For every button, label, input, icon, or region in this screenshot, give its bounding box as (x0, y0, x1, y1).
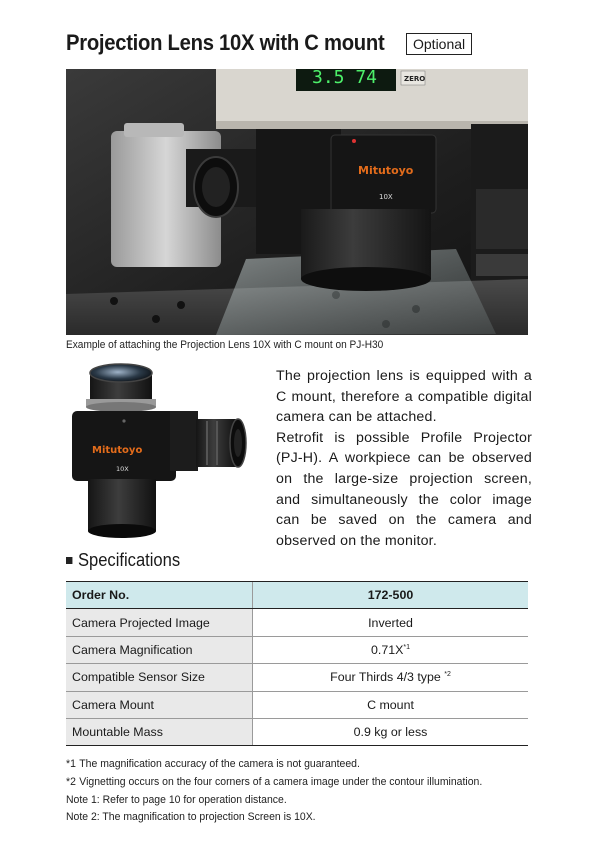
specifications-table (66, 581, 528, 746)
row-label: Camera Magnification (66, 636, 253, 663)
table-row (66, 609, 528, 636)
header-value-cell: 172-500 (253, 582, 529, 609)
table-row (66, 664, 528, 691)
title-row (66, 30, 566, 64)
bullet-square-icon (66, 557, 72, 564)
specifications-heading-text: Specifications (77, 550, 181, 570)
lens-photo (66, 361, 264, 539)
brand-logo: Mitutoyo (358, 164, 414, 177)
row-value: Four Thirds 4/3 type $^{*2}$ (253, 664, 529, 691)
footnote-1: *1 The magnification accuracy of the camera is not guaranteed. (66, 758, 360, 770)
header-label-cell: Order No. (66, 582, 253, 609)
table-row (66, 636, 528, 663)
footnote-marker: *1 (403, 643, 410, 651)
lens-illustration (66, 361, 264, 539)
counter-display: 3.5 74 (312, 69, 378, 88)
main-photo (66, 69, 528, 335)
description-paragraph-1: The projection lens is equipped with a C mount, therefore a compatible digital camera can be attached. (276, 368, 532, 426)
row-label: Camera Projected Image (66, 609, 253, 636)
row-label: Mountable Mass (66, 718, 253, 745)
note-1: Note 1: Refer to page 10 for operation distance. (66, 793, 287, 806)
row-value: C mount (253, 691, 529, 718)
specifications-heading (66, 550, 180, 571)
product-description (276, 366, 532, 551)
lens-magnification-label: 10X (116, 465, 129, 473)
row-value: Inverted (253, 609, 529, 636)
note-2: Note 2: The magnification to projection Screen is 10X. (66, 811, 316, 824)
lens-brand-logo: Mitutoyo (92, 445, 143, 456)
table-row (66, 691, 528, 718)
table-header-row (66, 582, 528, 609)
optional-badge: Optional (406, 33, 472, 55)
row-label: Camera Mount (66, 691, 253, 718)
footnotes (66, 756, 482, 827)
table-row (66, 718, 528, 745)
footnote-marker: *2 (444, 671, 451, 679)
zero-button-label: ZERO (404, 75, 426, 83)
photo-caption: Example of attaching the Projection Lens 10X with C mount on PJ-H30 (66, 339, 384, 351)
description-paragraph-2: Retrofit is possible Profile Projector (PJ-H). A workpiece can be observed on the large-size projection screen, and simultaneously the color image can be saved on the camera and observed on the monitor. (276, 429, 532, 549)
footnote-2: *2 Vignetting occurs on the four corners of a camera image under the contour illumination. (66, 775, 483, 788)
magnification-label: 10X (379, 193, 393, 201)
page-title: Projection Lens 10X with C mount (66, 30, 385, 55)
projector-camera-illustration (66, 69, 528, 335)
row-value: 0.9 kg or less (253, 718, 529, 745)
row-value: $0.71X^{*1}$ (253, 636, 529, 663)
row-label: Compatible Sensor Size (66, 664, 253, 691)
